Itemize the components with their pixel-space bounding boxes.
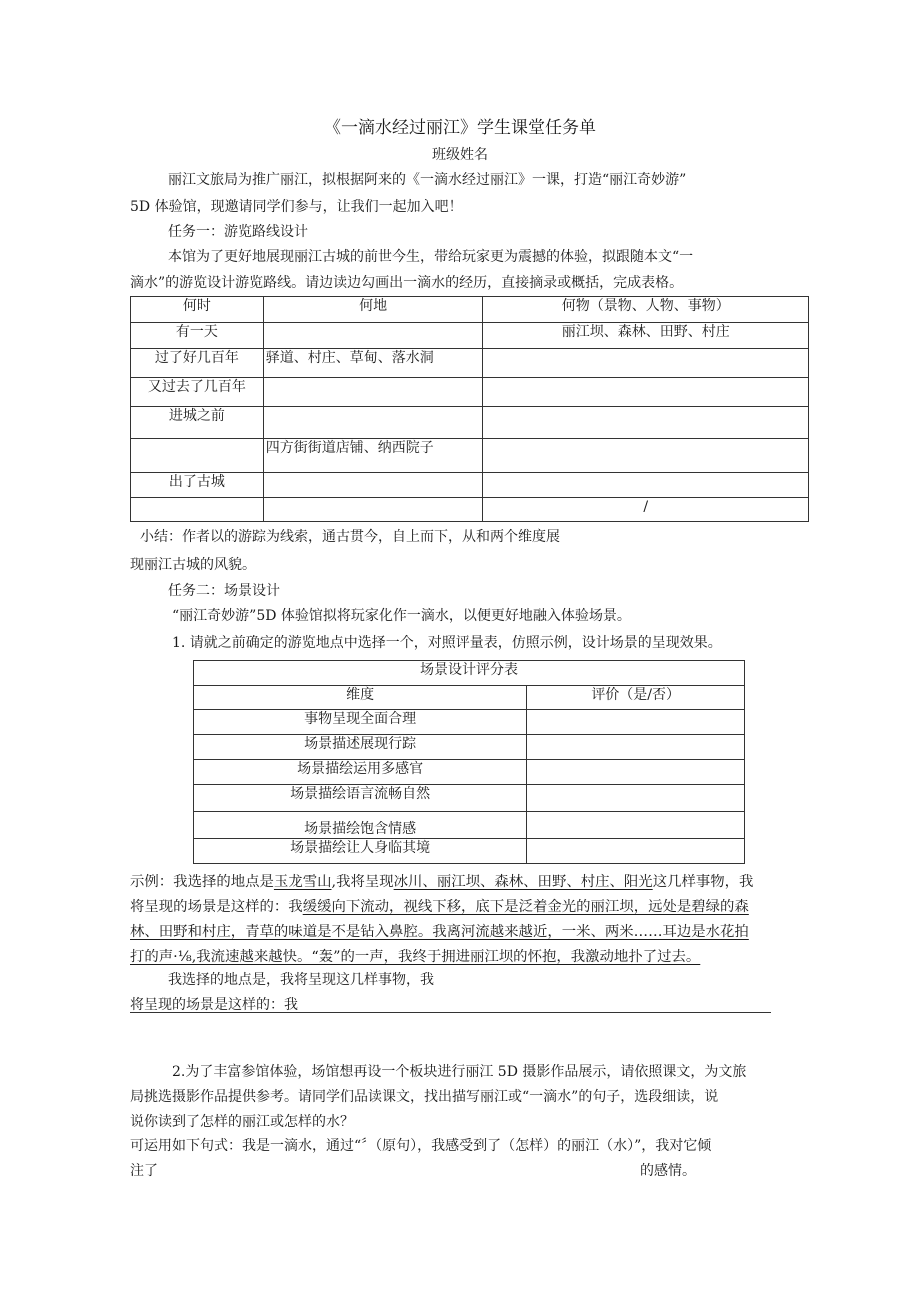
summary-line-1: 小结：作者以的游踪为线索，通古贯今，自上而下，从和两个维度展 [140,529,560,545]
task1-desc-2: 滴水”的游览设计游览路线。请边读边勾画出一滴水的经历，直接摘录或概括，完成表格。 [130,275,684,291]
fill-line-2: 将呈现的场景是这样的：我 [130,997,298,1013]
task1-heading: 任务一：游览路线设计 [168,224,308,240]
rubric-item: 场景描绘运用多感官 [194,760,527,785]
table-cell: 又过去了几百年 [131,378,264,407]
question-2-line-1: 2.为了丰富参馆体验，场馆想再设一个板块进行丽江 5D 摄影作品展示，请依照课文，为文旅 [172,1064,747,1080]
table-cell: 驿道、村庄、草甸、落水洞 [263,349,483,378]
table-cell[interactable] [131,439,264,473]
table-cell[interactable] [263,473,483,498]
table-cell: 有一天 [131,323,264,349]
table-cell[interactable] [263,323,483,349]
header-where: 何地 [263,297,483,323]
table-cell[interactable] [483,378,809,407]
question-2-line-3: 说你读到了怎样的丽江或怎样的水？ [130,1114,354,1130]
rubric-item: 场景描绘饱含情感 [194,812,527,839]
route-table [130,296,809,522]
table-cell[interactable] [483,407,809,439]
rubric-eval-cell[interactable] [527,760,745,785]
question-2-line-5a: 注了 [130,1163,158,1179]
table-cell[interactable] [483,473,809,498]
fill-line-1: 我选择的地点是，我将呈现这几样事物，我 [168,972,434,988]
table-cell[interactable] [263,378,483,407]
example-line-4: 打的声·⅛,我流速越来越快。“轰”的一声，我终于拥进丽江坝的怀抱，我激动地扑了过去。 [130,949,701,965]
rubric-col-dimension: 维度 [194,686,527,710]
example-line-2: 将呈现的场景是这样的：我缓缓向下流动，视线下移，底下是泛着金光的丽江坝，远处是碧绿的森 [130,899,749,915]
table-cell: 进城之前 [131,407,264,439]
rubric-eval-cell[interactable] [527,735,745,760]
task1-desc-1: 本馆为了更好地展现丽江古城的前世今生，带给玩家更为震撼的体验，拟跟随本文“一 [168,249,694,265]
question-2-line-4: 可运用如下句式：我是一滴水，通过“〞（原句），我感受到了（怎样）的丽江（水）”，我对它倾 [130,1138,712,1154]
table-cell: 四方街街道店铺、纳西院子 [263,439,483,473]
rubric-eval-cell[interactable] [527,812,745,839]
header-when: 何时 [131,297,264,323]
table-cell[interactable] [131,498,264,522]
rubric-col-evaluation: 评价（是/否） [527,686,745,710]
table-cell: 丽江坝、森林、田野、村庄 [483,323,809,349]
table-cell: 出了古城 [131,473,264,498]
rubric-item: 场景描绘让人身临其境 [194,839,527,864]
example-things: 冰川、丽江坝、森林、田野、村庄、阳光 [393,874,653,890]
rubric-item: 场景描绘语言流畅自然 [194,785,527,812]
table-cell: / [483,498,809,522]
page-title: 《一滴水经过丽江》学生课堂任务单 [324,118,596,138]
table-cell: 过了好几百年 [131,349,264,378]
intro-line-2: 5D 体验馆，现邀请同学们参与，让我们一起加入吧！ [130,199,463,215]
table-cell[interactable] [263,498,483,522]
summary-line-2: 现丽江古城的风貌。 [130,557,256,573]
question-1: 1. 请就之前确定的游览地点中选择一个，对照评量表，仿照示例，设计场景的呈现效果。 [172,635,722,651]
rubric-eval-cell[interactable] [527,839,745,864]
task2-heading: 任务二：场景设计 [168,583,280,599]
intro-line-1: 丽江文旅局为推广丽江，拟根据阿来的《一滴水经过丽江》一课，打造“丽江奇妙游” [168,172,687,188]
rubric-eval-cell[interactable] [527,785,745,812]
rubric-item: 场景描述展现行踪 [194,735,527,760]
question-2-line-5b: 的感情。 [640,1163,696,1179]
rubric-table [193,660,745,864]
example-line-3: 林、田野和村庄，青草的味道是不是钻入鼻腔。我离河流越来越近，一米、两米……耳边是水花拍 [130,924,749,940]
rubric-eval-cell[interactable] [527,710,745,735]
table-cell[interactable] [263,407,483,439]
example-line-1: 示例：我选择的地点是玉龙雪山,我将呈现冰川、丽江坝、森林、田野、村庄、阳光这几样事物，我 [130,874,754,890]
table-cell[interactable] [483,439,809,473]
rubric-item: 事物呈现全面合理 [194,710,527,735]
rubric-title: 场景设计评分表 [194,661,745,686]
answer-underline[interactable] [130,1012,771,1013]
header-what: 何物（景物、人物、事物） [483,297,809,323]
question-2-line-2: 局挑选摄影作品提供参考。请同学们品读课文，找出描写丽江或“一滴水”的句子，选段细读，说 [130,1089,719,1105]
table-cell[interactable] [483,349,809,378]
class-name-line: 班级姓名 [432,147,488,163]
task2-desc: “丽江奇妙游”5D 体验馆拟将玩家化作一滴水，以便更好地融入体验场景。 [172,608,631,624]
example-place: 玉龙雪山 [273,874,332,890]
